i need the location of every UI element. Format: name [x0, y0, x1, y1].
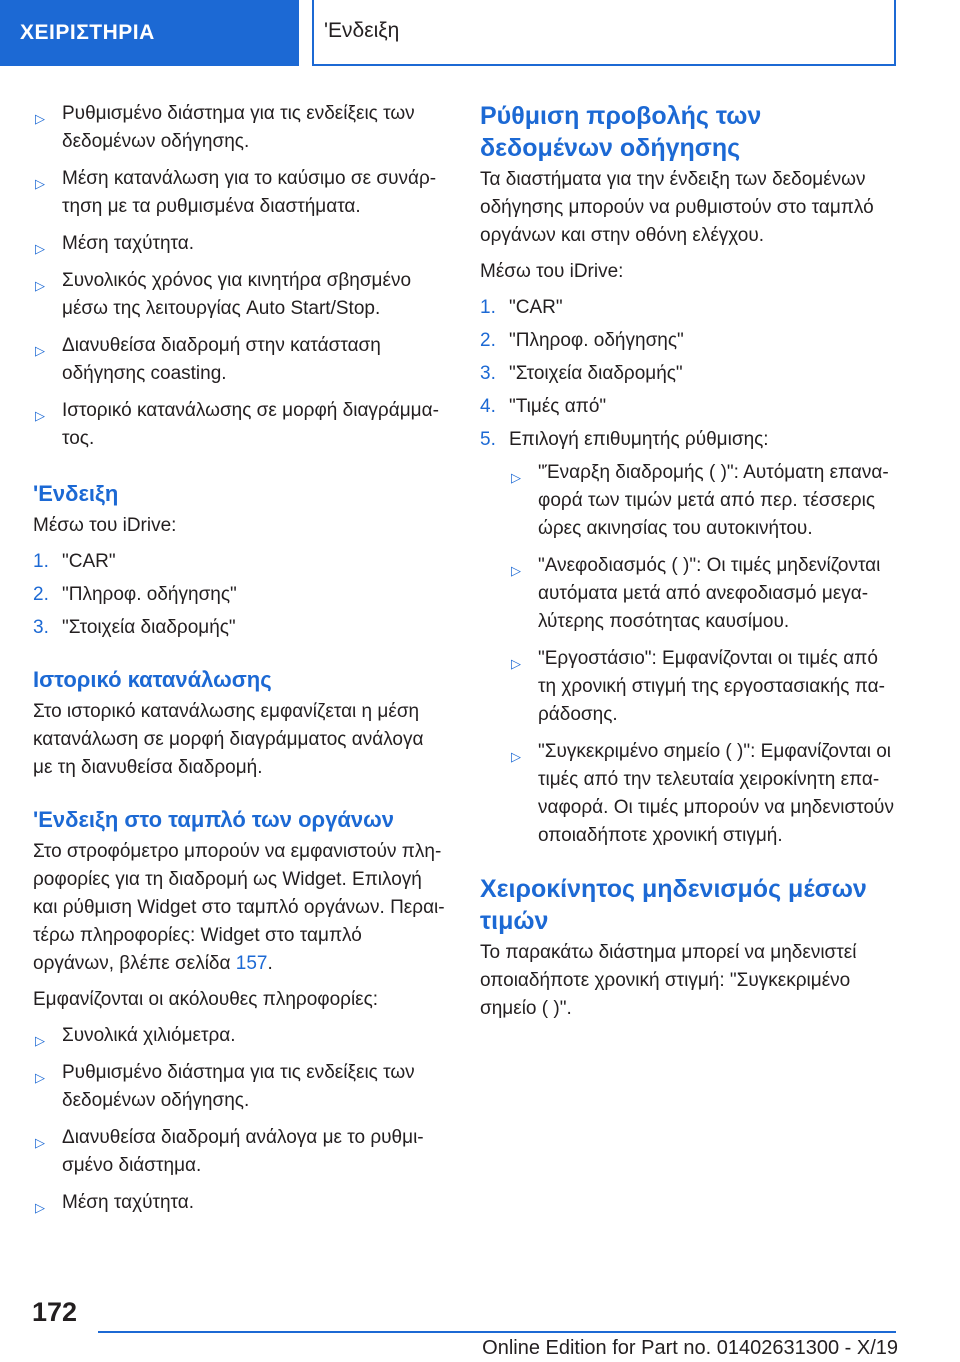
step-item: 1. "CAR" [480, 297, 563, 318]
list-item: ▷ "Συγκεκριμένο σημείο ( )": Εμφανίζονται οι τιμές από την τελευταία χειροκίνητη επα-ναφορά. Οι τιμές μπορούν να μηδενιστούν οποιαδήποτε χρονική στιγμή. [511, 741, 894, 846]
list-item: ▷ Διανυθείσα διαδρομή στην κατάσταση οδήγησης coasting. [35, 335, 381, 384]
list-item: ▷ Συνολικά χιλιόμετρα. [33, 1022, 448, 1050]
display-steps [33, 548, 448, 642]
triangle-bullet-icon: ▷ [35, 1033, 45, 1048]
triangle-bullet-icon: ▷ [511, 470, 521, 485]
cluster-text: Στο στροφόμετρο μπορούν να εμφανιστούν πλη-ροφορίες για τη διαδρομή ως Widget. Επιλογή και ρύθμιση Widget στο ταμπλό οργάνων. Περαι-τέρω πληροφορίες: Widget στο ταμπλό οργάνων, βλέπε σελίδα 157. [33, 841, 445, 974]
edition-footer: Online Edition for Part no. 01402631300 - X/19 [482, 1337, 898, 1359]
list-item: ▷ Ιστορικό κατανάλωσης σε μορφή διαγράμμα-τος. [35, 400, 439, 449]
list-item: ▷ "Εργοστάσιο": Εμφανίζονται οι τιμές από τη χρονική στιγμή της εργοστασιακής πα-ράδοσης. [511, 648, 885, 725]
setup-text: Τα διαστήματα για την ένδειξη των δεδομένων οδήγησης μπορούν να ρυθμιστούν στο ταμπλό οργάνων και στην οθόνη ελέγχου. [480, 169, 874, 246]
triangle-bullet-icon: ▷ [35, 343, 45, 358]
chapter-title: 'Ενδειξη [312, 0, 896, 66]
cluster-intro: Εμφανίζονται οι ακόλουθες πληροφορίες: [33, 989, 379, 1010]
list-item: ▷ "Ανεφοδιασμός ( )": Οι τιμές μηδενίζονται αυτόματα μετά από ανεφοδιασμό μεγα-λύτερης ποσότητας καυσίμου. [511, 555, 881, 632]
left-column [33, 100, 448, 1226]
history-heading: Ιστορικό κατανάλωσης [33, 667, 272, 692]
list-item: ▷ Μέση ταχύτητα. [33, 1189, 448, 1217]
triangle-bullet-icon: ▷ [511, 656, 521, 671]
list-item: ▷ Μέση ταχύτητα. [33, 230, 448, 258]
setup-sub-bullets [509, 459, 900, 850]
triangle-bullet-icon: ▷ [35, 1200, 45, 1215]
cluster-heading: 'Ενδειξη στο ταμπλό των οργάνων [33, 807, 394, 832]
step-item: 4. "Τιμές από" [480, 396, 607, 417]
reset-heading: Χειροκίνητος μηδενισμός μέσων τιμών [480, 875, 867, 935]
list-item: ▷ Συνολικός χρόνος για κινητήρα σβησμένο μέσω της λειτουργίας Auto Start/Stop. [35, 270, 412, 319]
step-item: 1. "CAR" [33, 551, 116, 572]
triangle-bullet-icon: ▷ [511, 749, 521, 764]
triangle-bullet-icon: ▷ [35, 1070, 45, 1085]
footer-divider [98, 1331, 896, 1333]
step-item: 3. "Στοιχεία διαδρομής" [33, 617, 236, 638]
display-intro: Μέσω του iDrive: [33, 515, 177, 536]
step-item: 5. Επιλογή επιθυμητής ρύθμισης: [480, 429, 769, 450]
list-item: ▷ Διανυθείσα διαδρομή ανάλογα με το ρυθμι-σμένο διάστημα. [35, 1127, 424, 1176]
page-reference-link[interactable]: 157 [235, 953, 268, 974]
triangle-bullet-icon: ▷ [35, 111, 45, 126]
page-number: 172 [32, 1297, 78, 1327]
triangle-bullet-icon: ▷ [35, 408, 45, 423]
triangle-bullet-icon: ▷ [35, 1135, 45, 1150]
list-item: ▷ Μέση κατανάλωση για το καύσιμο σε συνάρ-τηση με τα ρυθμισμένα διαστήματα. [35, 168, 437, 217]
triangle-bullet-icon: ▷ [35, 278, 45, 293]
intro-bullet-list [33, 100, 448, 453]
triangle-bullet-icon: ▷ [35, 241, 45, 256]
setup-intro: Μέσω του iDrive: [480, 261, 624, 282]
triangle-bullet-icon: ▷ [511, 563, 521, 578]
triangle-bullet-icon: ▷ [35, 176, 45, 191]
right-column [480, 100, 900, 1031]
step-item: 3. "Στοιχεία διαδρομής" [480, 363, 683, 384]
step-item: 2. "Πληροφ. οδήγησης" [33, 584, 237, 605]
history-text: Στο ιστορικό κατανάλωσης εμφανίζεται η μέση κατανάλωση σε μορφή διαγράμματος ανάλογα με τη διανυθείσα διαδρομή. [33, 701, 424, 778]
list-item: ▷ Ρυθμισμένο διάστημα για τις ενδείξεις των δεδομένων οδήγησης. [35, 103, 415, 152]
setup-steps [480, 294, 900, 454]
section-title: ΧΕΙΡΙΣΤΗΡΙΑ [0, 0, 299, 66]
reset-text: Το παρακάτω διάστημα μπορεί να μηδενιστεί οποιαδήποτε χρονική στιγμή: "Συγκεκριμένο σημείο ( )". [480, 942, 857, 1019]
list-item: ▷ Ρυθμισμένο διάστημα για τις ενδείξεις των δεδομένων οδήγησης. [35, 1062, 415, 1111]
display-heading: 'Ενδειξη [33, 481, 119, 506]
cluster-bullet-list [33, 1022, 448, 1217]
step-item: 2. "Πληροφ. οδήγησης" [480, 330, 684, 351]
page-header [0, 0, 960, 66]
setup-heading: Ρύθμιση προβολής των δεδομένων οδήγησης [480, 102, 762, 162]
list-item: ▷ "Έναρξη διαδρομής ( )": Αυτόματη επανα-φορά των τιμών μετά από περ. τέσσερις ώρες ακινησίας του αυτοκινήτου. [511, 462, 889, 539]
